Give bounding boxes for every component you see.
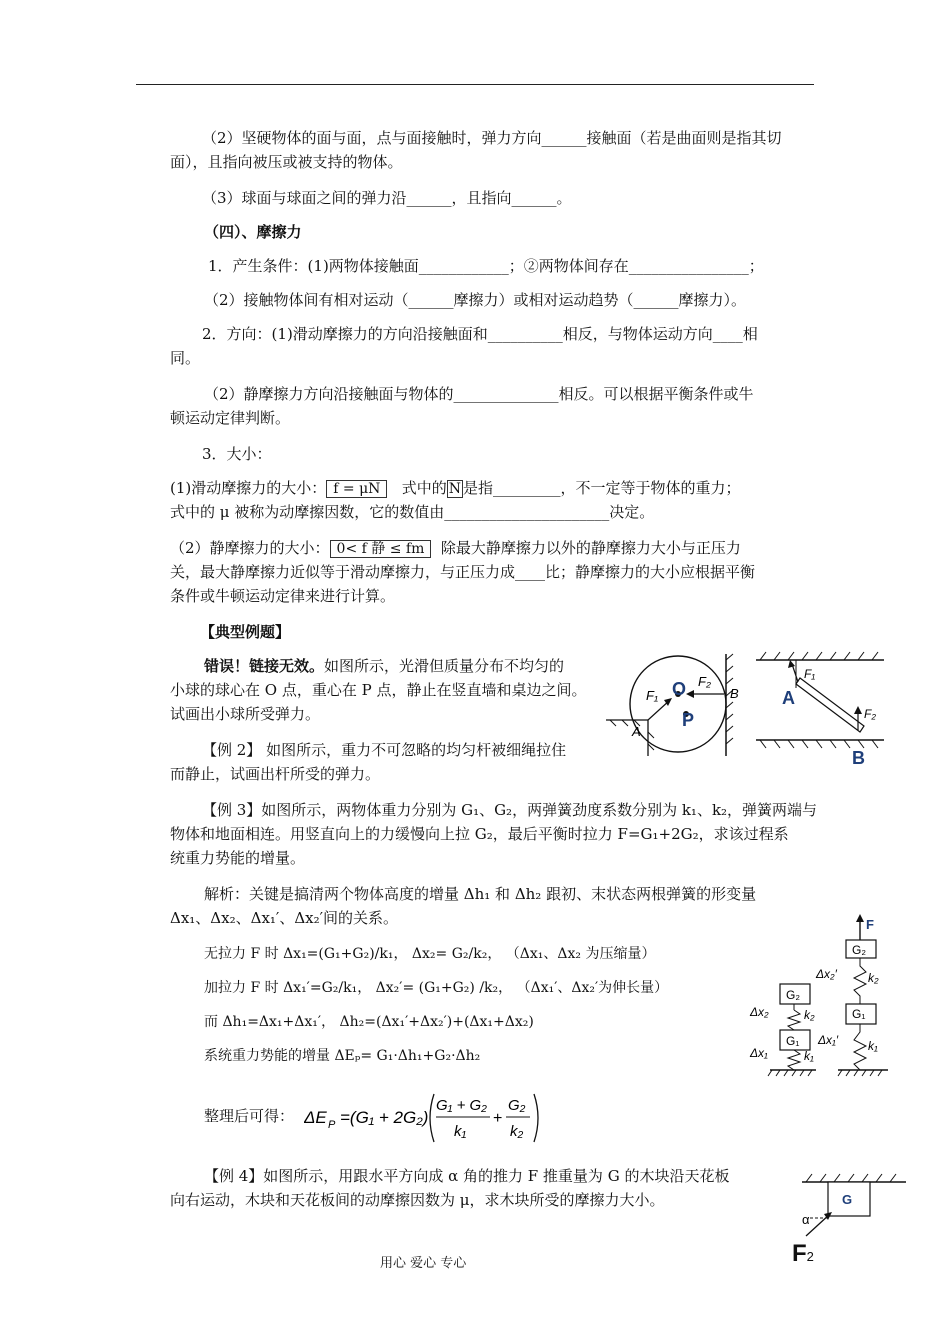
text-line: （2）坚硬物体的面与面，点与面接触时，弹力方向______接触面（若是曲面则是指其切 [202,129,782,147]
text-line: 顿运动定律判断。 [170,409,291,427]
label-G2-right: G₂ [852,943,866,957]
text-fragment: 除最大静摩擦力以外的静摩擦力大小与正压力 [440,539,741,557]
formula-lhs: ΔE [304,1108,327,1127]
label-B: B [852,748,865,768]
figure-ball-svg [606,650,756,760]
label-P: P [682,710,695,730]
label-dx2p: Δx₂′ [816,967,837,981]
figure-springs [748,912,900,1082]
label-k1-right: k₁ [868,1039,878,1053]
text-line: 同。 [170,349,201,367]
text-line: 系统重力势能的增量 ΔEₚ= G₁·Δh₁+G₂·Δh₂ [204,1048,481,1064]
text-fragment: 是指_________，不一定等于物体的重力； [463,479,741,497]
formula-eq: =(G₁ + 2G₂) [340,1108,429,1127]
label-F1: F₁ [804,667,816,681]
frac2-den: k₂ [510,1123,524,1140]
text-line: 条件或牛顿运动定律来进行计算。 [170,587,396,605]
text-line: 【例 4】如图所示，用跟水平方向成 α 角的推力 F 推重量为 G 的木块沿天花板 [204,1167,730,1185]
page-number [792,1240,814,1268]
label-B: B [730,686,739,701]
page-number-value: 2 [806,1249,814,1264]
formula-box: f = μN [326,480,387,498]
label-F: F [866,917,874,932]
text-line: 加拉力 F 时 Δx₁′=G₂/k₁， Δx₂′= (G₁+G₂) /k₂， （Δx₁′、Δx₂′为伸长量） [204,980,669,996]
text-line: 向右运动，木块和天花板间的动摩擦因数为 μ，求木块所受的摩擦力大小。 [170,1191,665,1209]
label-dx2: Δx₂ [750,1005,769,1019]
label-F2: F₂ [864,707,876,721]
text-line: 物体和地面相连。用竖直向上的力缓慢向上拉 G₂，最后平衡时拉力 F=G₁+2G₂，求该过程系 [170,825,789,843]
text-line: （2）静摩擦力方向沿接触面与物体的______________相反。可以根据平衡条件或牛 [204,385,754,403]
label-G1-left: G₁ [786,1034,800,1048]
text-line [170,476,741,501]
text-fragment: 如图所示，光滑但质量分布不均匀的 [324,657,565,675]
text-line: 式中的 μ 被称为动摩擦因数，它的数值由______________________决定。 [170,503,655,521]
label-A: A [782,688,795,708]
label-dx1p: Δx₁′ [818,1033,839,1047]
text-line: 统重力势能的增量。 [170,849,306,867]
formula-plus: + [493,1110,503,1127]
text-line: （3）球面与球面之间的弹力沿______，且指向______。 [202,189,572,207]
figure-ceiling-svg [796,1170,908,1240]
label-k2-left: k₂ [804,1008,815,1022]
text-line: 1．产生条件：(1)两物体接触面____________；②两物体间存在________________； [208,257,764,275]
error-text: 错误！链接无效。 [204,657,325,675]
header-rule [136,84,814,85]
page-number-F: F [792,1240,807,1267]
text-line: 整理后可得： [204,1107,295,1125]
label-O: O [672,679,687,699]
figure-ceiling-block [796,1170,908,1240]
text-line: 无拉力 F 时 Δx₁=(G₁+G₂)/k₁， Δx₂= G₂/k₂， （Δx₁、Δx₂ 为压缩量） [204,946,656,962]
text-line: 2．方向：(1)滑动摩擦力的方向沿接触面和__________相反，与物体运动方向____相 [202,325,758,343]
label-A: A [632,724,641,739]
text-line [204,654,564,678]
figure-springs-svg [748,912,900,1082]
label-dx1: Δx₁ [750,1046,768,1060]
frac2-num: G₂ [508,1097,526,1114]
frac1-num: G₁ + G₂ [436,1097,487,1114]
formula-svg [304,1090,544,1146]
label-alpha: α [802,1212,810,1227]
text-line: 而 Δh₁=Δx₁+Δx₁′， Δh₂=(Δx₁′+Δx₂′)+(Δx₁+Δx₂) [204,1014,534,1030]
text-fragment: （2）静摩擦力的大小： [170,539,330,557]
frac1-den: k₁ [454,1123,467,1140]
figure-rod [752,648,888,772]
text-fragment: 式中的 [401,479,447,497]
text-line: 面），且指向被压或被支持的物体。 [170,153,403,171]
section-heading: （四）、摩擦力 [204,223,302,241]
figure-ball-wall [606,650,756,760]
text-line: 解析：关键是搞清两个物体高度的增量 Δh₁ 和 Δh₂ 跟初、末状态两根弹簧的形变量 [204,885,757,903]
text-line: 【例 2】 如图所示，重力不可忽略的均匀杆被细绳拉住 [202,741,567,759]
formula-box: N [448,481,461,497]
label-F1: F₁ [646,688,659,703]
text-line: 关，最大静摩擦力近似等于滑动摩擦力，与正压力成____比；静摩擦力的大小应根据平衡 [170,563,756,581]
text-line: （2）接触物体间有相对运动（______摩擦力）或相对运动趋势（______摩擦力）。 [204,291,747,309]
label-G1-right: G₁ [852,1007,866,1021]
label-k2-right: k₂ [868,971,879,985]
label-G2-left: G₂ [786,988,800,1002]
formula-box: 0< f 静 ≤ fm [330,540,432,558]
text-fragment: (1)滑动摩擦力的大小： [170,479,327,497]
figure-rod-svg [752,648,888,772]
text-line: 试画出小球所受弹力。 [170,705,321,723]
text-line: 而静止，试画出杆所受的弹力。 [170,765,381,783]
formula-sub: P [328,1119,336,1131]
label-F2: F₂ [698,674,711,689]
text-line: Δx₁、Δx₂、Δx₁′、Δx₂′间的关系。 [170,909,399,927]
text-line: 小球的球心在 O 点，重心在 P 点，静止在竖直墙和桌边之间。 [170,681,587,699]
section-heading: 【典型例题】 [200,623,291,641]
label-G: G [842,1192,853,1207]
page-footer: 用心 爱心 专心 [380,1256,467,1271]
energy-formula [304,1090,544,1146]
text-line: 【例 3】如图所示，两物体重力分别为 G₁、G₂，两弹簧劲度系数分别为 k₁、k₂，弹簧两端与 [202,801,818,819]
text-line: 3．大小： [202,445,272,463]
text-line [170,536,741,561]
label-k1-left: k₁ [804,1049,814,1063]
